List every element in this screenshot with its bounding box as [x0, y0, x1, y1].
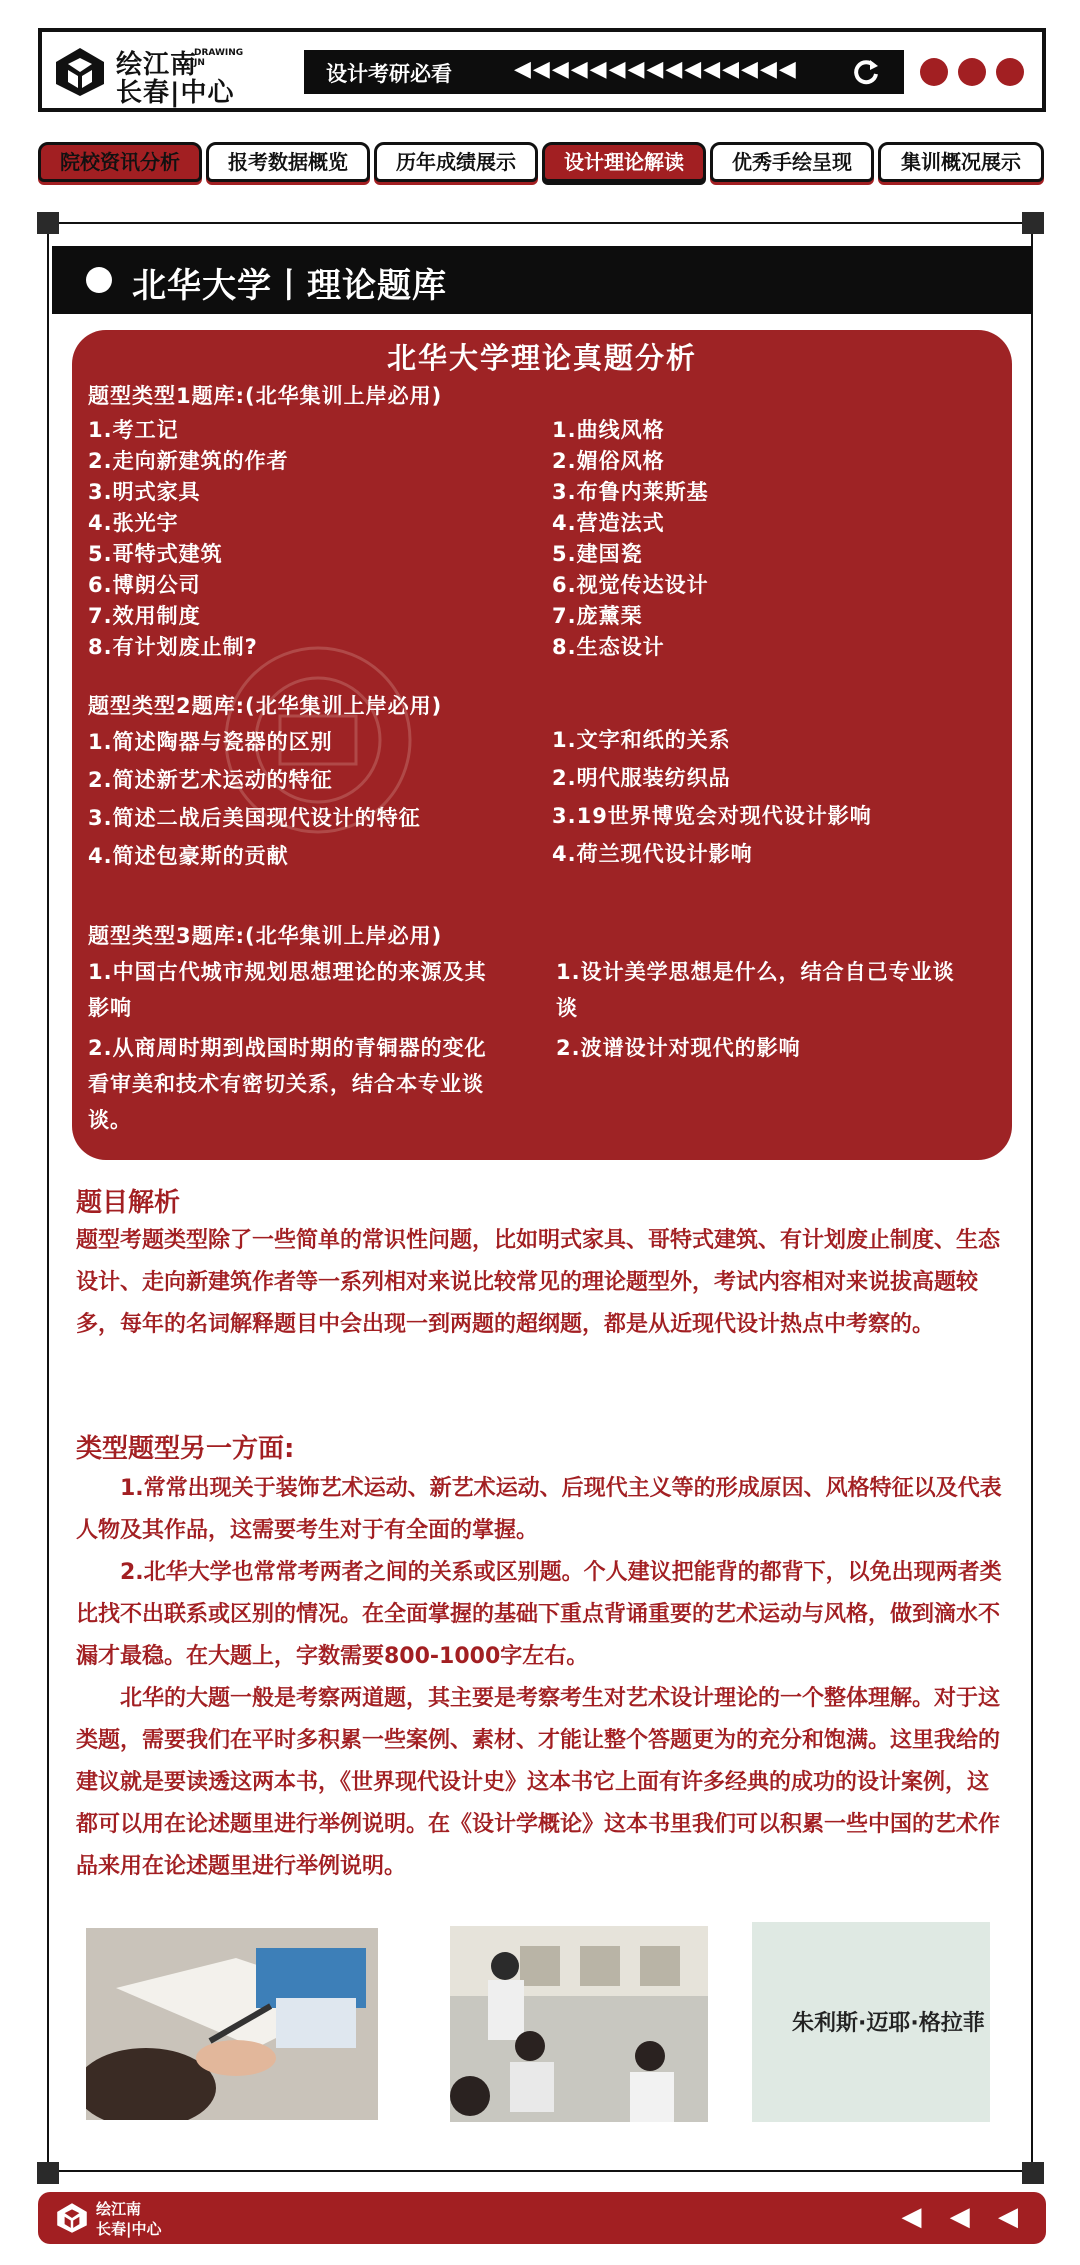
question-item: 7.庞薰琹 [552, 604, 643, 628]
frame-corner [37, 2162, 59, 2184]
footer-logo-line2: 长春|中心 [96, 2220, 162, 2238]
question-item: 1.设计美学思想是什么，结合自己专业谈谈 [556, 960, 955, 1020]
analysis-paragraph: 2.北华大学也常常考两者之间的关系或区别题。个人建议把能背的都背下，以免出现两者类比找不出联系或区别的情况。在全面掌握的基础下重点背诵重要的艺术运动与风格，做到滴水不漏才最稳。在大题上，字数需要800-1000字左右。 [76, 1560, 1002, 1669]
brand-logo[interactable] [54, 42, 244, 108]
question-item: 2.波谱设计对现代的影响 [556, 1036, 801, 1060]
tab-school-info[interactable]: 院校资讯分析 [38, 142, 202, 182]
tab-past-scores[interactable]: 历年成绩展示 [374, 142, 538, 182]
slide-caption: 朱利斯·迈耶·格拉菲 [792, 2011, 985, 2036]
question-item: 4.张光宇 [88, 511, 179, 535]
watermark-stamp [218, 640, 418, 840]
logo-text-en: DRAWING JN [194, 48, 244, 68]
footer-logo-line1: 绘江南 [96, 2200, 142, 2218]
tab-training-overview[interactable]: 集训概况展示 [878, 142, 1044, 182]
frame-corner [1022, 212, 1044, 234]
question-item: 7.效用制度 [88, 604, 201, 628]
question-item: 4.简述包豪斯的贡献 [88, 844, 289, 868]
brand-logo-icon [54, 46, 106, 98]
page-title-bar [52, 246, 1032, 314]
header [38, 28, 1046, 112]
logo-text-line2: 长春|中心 [116, 78, 235, 108]
back-arrows-icon[interactable]: ◀ ◀ ◀ [901, 2202, 1028, 2232]
promo-bar-title: 设计考研必看 [326, 62, 452, 86]
question-item: 3.19世界博览会对现代设计影响 [552, 804, 872, 828]
question-item: 8.有计划废止制? [88, 635, 258, 659]
frame-corner [1022, 2162, 1044, 2184]
analysis-heading: 类型题型另一方面: [76, 1434, 295, 1464]
dot-icon [996, 58, 1024, 86]
question-item: 5.建国瓷 [552, 542, 643, 566]
section-heading: 题型类型2题库:(北华集训上岸必用) [88, 694, 443, 718]
promo-bar-arrows: ◀◀◀◀◀◀◀◀◀◀◀◀◀◀◀ [514, 57, 798, 82]
tab-design-theory[interactable]: 设计理论解读 [542, 142, 706, 182]
tab-hand-drawing[interactable]: 优秀手绘呈现 [710, 142, 874, 182]
question-item: 6.视觉传达设计 [552, 573, 709, 597]
dot-icon [958, 58, 986, 86]
question-item: 4.营造法式 [552, 511, 665, 535]
analysis-heading: 题目解析 [76, 1188, 181, 1218]
question-item: 4.荷兰现代设计影响 [552, 842, 753, 866]
question-item: 3.简述二战后美国现代设计的特征 [88, 806, 421, 830]
question-item: 2.明代服装纺织品 [552, 766, 731, 790]
question-item: 1.考工记 [88, 418, 179, 442]
question-bank-panel [72, 330, 1012, 1160]
logo-text-line1: 绘江南 [116, 50, 198, 80]
question-item: 1.简述陶器与瓷器的区别 [88, 730, 333, 754]
photo-studying [86, 1928, 378, 2120]
panel-title: 北华大学理论真题分析 [386, 341, 697, 375]
photo-slide [752, 1922, 990, 2122]
question-item: 1.文字和纸的关系 [552, 728, 731, 752]
tab-bar [38, 142, 1046, 184]
analysis-paragraph: 1.常常出现关于装饰艺术运动、新艺术运动、后现代主义等的形成原因、风格特征以及代表人物及其作品，这需要考生对于有全面的掌握。 [76, 1476, 1002, 1543]
question-item: 2.媚俗风格 [552, 449, 665, 473]
section-heading: 题型类型3题库:(北华集训上岸必用) [88, 924, 443, 948]
analysis-paragraph: 题型考题类型除了一些简单的常识性问题，比如明式家具、哥特式建筑、有计划废止制度、生态设计、走向新建筑作者等一系列相对来说比较常见的理论题型外，考试内容相对来说拔高题较多，每年的名词解释题目中会出现一到两题的超纲题，都是从近现代设计热点中考察的。 [76, 1228, 1001, 1337]
section-heading: 题型类型1题库:(北华集训上岸必用) [88, 384, 443, 408]
refresh-icon[interactable] [850, 56, 882, 88]
study-photo-illustration [86, 1928, 378, 2120]
question-item: 8.生态设计 [552, 635, 665, 659]
page-title: 北华大学丨理论题库 [132, 266, 447, 306]
classroom-photo-illustration [450, 1926, 708, 2122]
question-item: 5.哥特式建筑 [88, 542, 223, 566]
dot-icon [920, 58, 948, 86]
photo-classroom [450, 1926, 708, 2122]
tab-application-data[interactable]: 报考数据概览 [206, 142, 370, 182]
promo-bar [304, 50, 904, 94]
question-item: 2.简述新艺术运动的特征 [88, 768, 333, 792]
frame-corner [37, 212, 59, 234]
analysis-paragraph: 北华的大题一般是考察两道题，其主要是考察考生对艺术设计理论的一个整体理解。对于这类题，需要我们在平时多积累一些案例、素材、才能让整个答题更为的充分和饱满。这里我给的建议就是要读透这两本书，《世界现代设计史》这本书它上面有许多经典的成功的设计案例，这都可以用在论述题里进行举例说明。在《设计学概论》这本书里我们可以积累一些中国的艺术作品来用在论述题里进行举例说明。 [76, 1686, 1001, 1879]
question-item: 1.中国古代城市规划思想理论的来源及其影响 [88, 960, 487, 1020]
question-item: 1.曲线风格 [552, 418, 665, 442]
question-item: 3.明式家具 [88, 480, 201, 504]
question-item: 2.走向新建筑的作者 [88, 449, 289, 473]
question-item: 2.从商周时期到战国时期的青铜器的变化看审美和技术有密切关系，结合本专业谈谈。 [88, 1036, 487, 1132]
brand-logo-icon[interactable] [56, 2202, 88, 2234]
question-item: 3.布鲁内莱斯基 [552, 480, 709, 504]
bullet-icon [86, 267, 112, 293]
question-item: 6.博朗公司 [88, 573, 201, 597]
footer-bar [38, 2192, 1046, 2244]
